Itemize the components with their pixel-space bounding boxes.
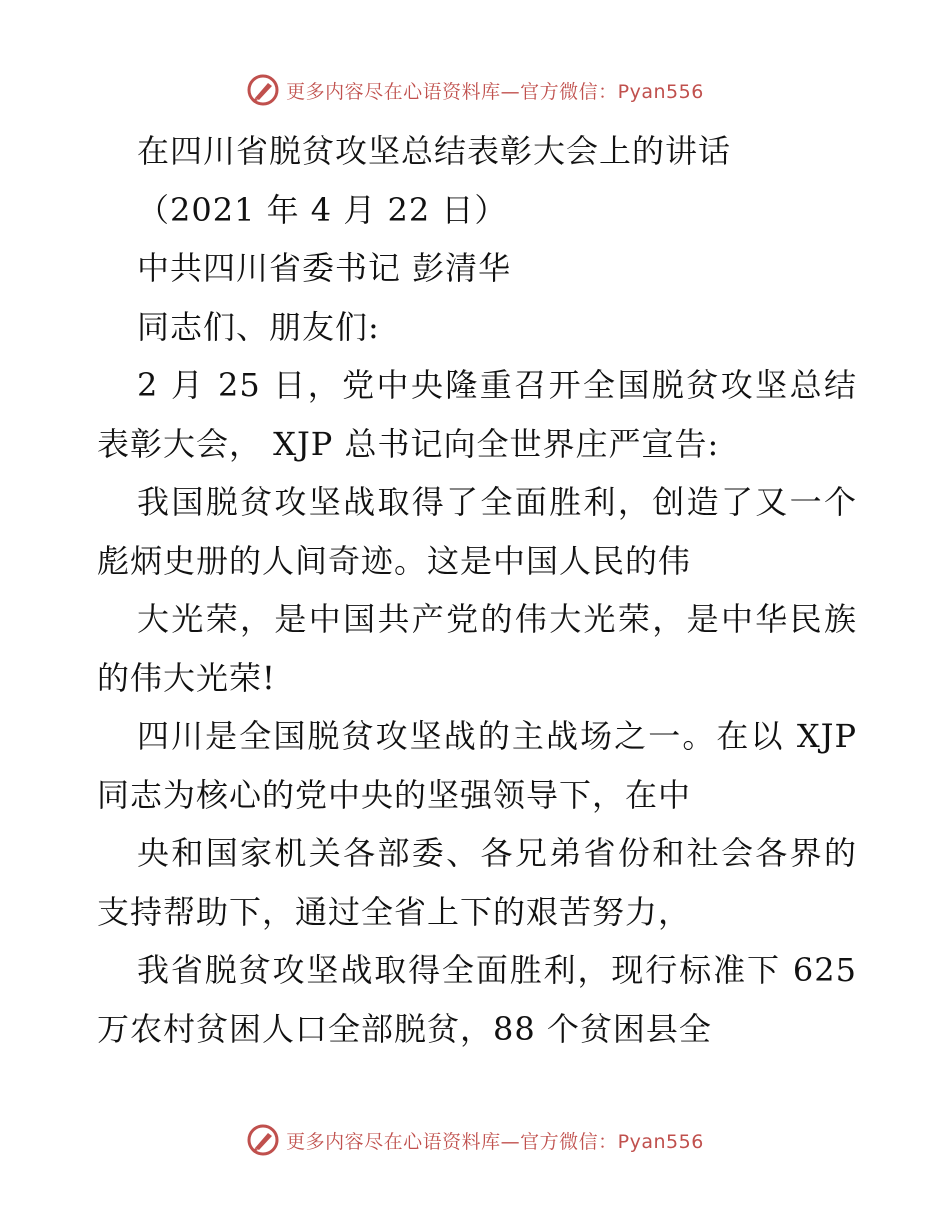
paragraph-line: 同志为核心的党中央的坚强领导下，在中 bbox=[97, 775, 692, 814]
paragraph-line: 的伟大光荣! bbox=[97, 658, 276, 697]
paragraph-line: 彪炳史册的人间奇迹。这是中国人民的伟 bbox=[97, 541, 692, 580]
document-body bbox=[97, 122, 857, 1058]
paragraph-line: 我国脱贫攻坚战取得了全面胜利，创造了又一个 bbox=[137, 483, 857, 521]
watermark-text: 更多内容尽在心语资料库—官方微信：Pyan556 bbox=[286, 1130, 704, 1153]
pen-logo-icon bbox=[246, 73, 280, 107]
speaker-line: 中共四川省委书记 彭清华 bbox=[137, 249, 512, 287]
paragraph-line: 2 月 25 日，党中央隆重召开全国脱贫攻坚总结 bbox=[137, 366, 857, 404]
salutation: 同志们、朋友们: bbox=[137, 307, 380, 346]
paragraph-line: 万农村贫困人口全部脱贫，88 个贫困县全 bbox=[97, 1009, 712, 1048]
paragraph-line: 大光荣，是中国共产党的伟大光荣，是中华民族 bbox=[137, 600, 857, 638]
footer-watermark bbox=[0, 1120, 950, 1160]
paragraph-line: 四川是全国脱贫攻坚战的主战场之一。在以 XJP bbox=[137, 717, 857, 755]
paragraph-line: 我省脱贫攻坚战取得全面胜利，现行标准下 625 bbox=[137, 951, 857, 989]
paragraph-line: 央和国家机关各部委、各兄弟省份和社会各界的 bbox=[137, 834, 857, 872]
pen-logo-icon bbox=[246, 1123, 280, 1157]
paragraph-line: 表彰大会， XJP 总书记向全世界庄严宣告: bbox=[97, 424, 720, 463]
header-watermark bbox=[0, 70, 950, 110]
speech-date: （2021 年 4 月 22 日） bbox=[137, 190, 508, 229]
speech-title: 在四川省脱贫攻坚总结表彰大会上的讲话 bbox=[137, 132, 732, 170]
watermark-text: 更多内容尽在心语资料库—官方微信：Pyan556 bbox=[286, 80, 704, 103]
paragraph-line: 支持帮助下，通过全省上下的艰苦努力， bbox=[97, 892, 692, 931]
